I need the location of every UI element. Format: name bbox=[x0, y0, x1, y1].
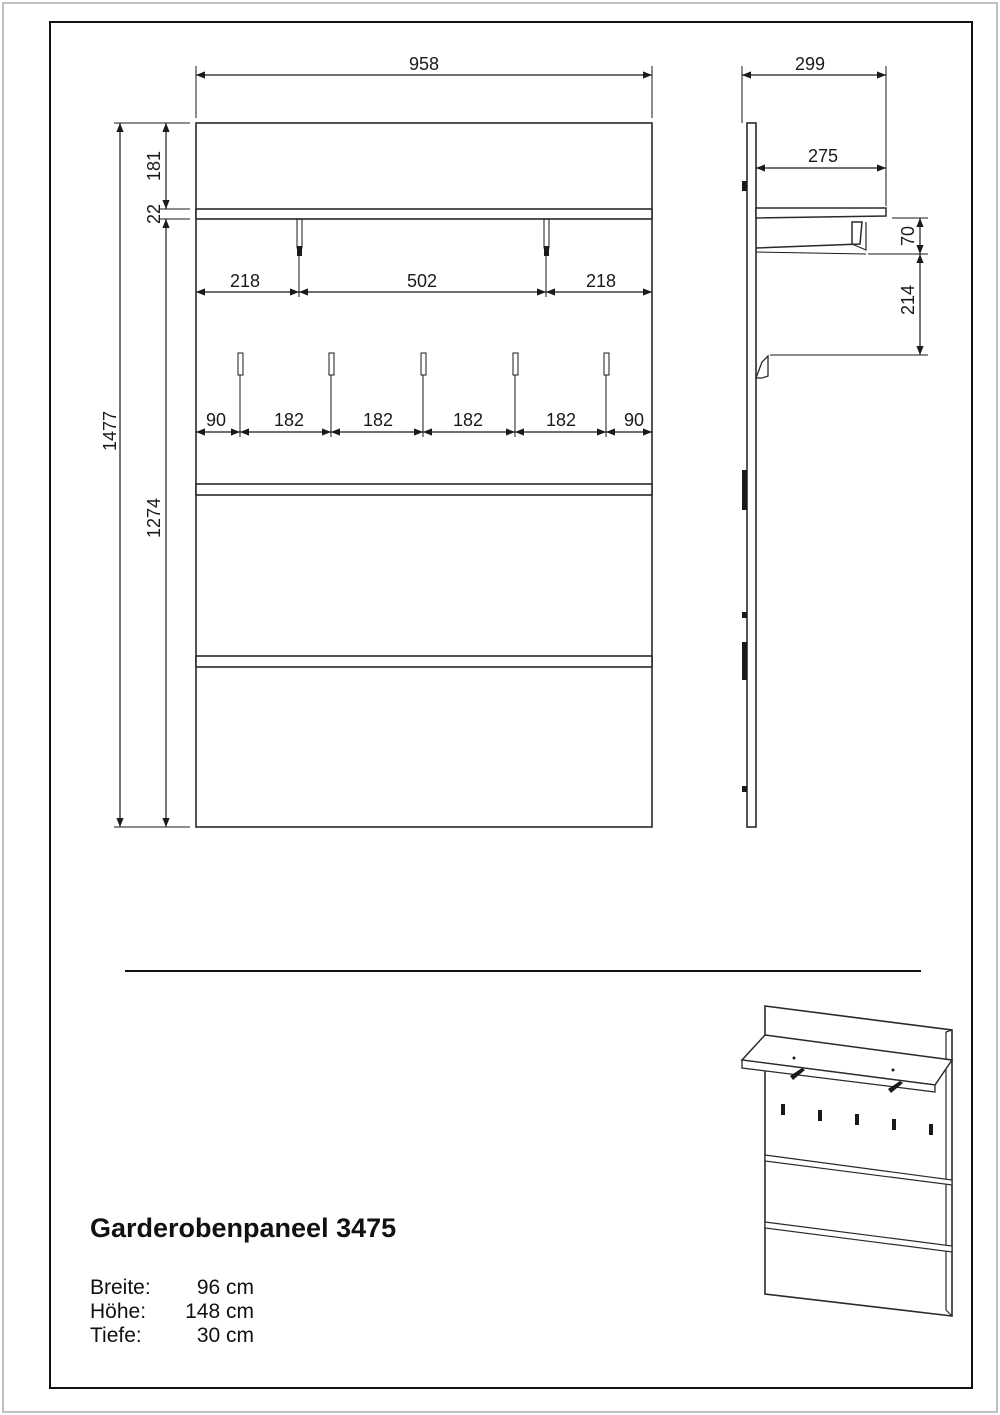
dim-lower-height: 1274 bbox=[144, 497, 164, 539]
dim-overall-height: 1477 bbox=[100, 410, 120, 452]
dim-hook-2: 182 bbox=[273, 410, 305, 430]
product-title: Garderobenpaneel 3475 bbox=[90, 1213, 397, 1243]
dim-overall-depth: 299 bbox=[794, 54, 826, 74]
dim-shelf-depth: 275 bbox=[807, 146, 839, 166]
spec-label: Tiefe: bbox=[90, 1324, 142, 1347]
spec-row-width bbox=[90, 1276, 254, 1300]
spec-value: 30 cm bbox=[196, 1324, 254, 1347]
dim-bracket-left: 218 bbox=[229, 271, 261, 291]
product-specs bbox=[90, 1276, 254, 1348]
spec-label: Höhe: bbox=[90, 1300, 147, 1323]
spec-value: 148 cm bbox=[185, 1300, 254, 1323]
spec-label: Breite: bbox=[90, 1276, 151, 1299]
dim-overall-width: 958 bbox=[408, 54, 440, 74]
dim-shelf-thickness: 22 bbox=[144, 203, 164, 225]
side-dimensions bbox=[742, 54, 928, 355]
dim-top-section: 181 bbox=[144, 150, 164, 182]
dim-bracket-height: 70 bbox=[898, 225, 918, 247]
dim-hook-5: 182 bbox=[545, 410, 577, 430]
dim-bracket-right: 218 bbox=[585, 271, 617, 291]
spec-value: 96 cm bbox=[196, 1276, 254, 1299]
side-view bbox=[742, 123, 886, 827]
product-preview-illustration bbox=[742, 1006, 952, 1316]
spec-row-height bbox=[90, 1300, 254, 1324]
dim-hook-4: 182 bbox=[452, 410, 484, 430]
dim-hook-6: 90 bbox=[623, 410, 645, 430]
front-view bbox=[196, 123, 652, 827]
dim-bracket-middle: 502 bbox=[406, 271, 438, 291]
dim-hook-3: 182 bbox=[362, 410, 394, 430]
dim-hook-offset: 214 bbox=[898, 284, 918, 316]
dim-hook-1: 90 bbox=[205, 410, 227, 430]
spec-row-depth bbox=[90, 1324, 254, 1348]
